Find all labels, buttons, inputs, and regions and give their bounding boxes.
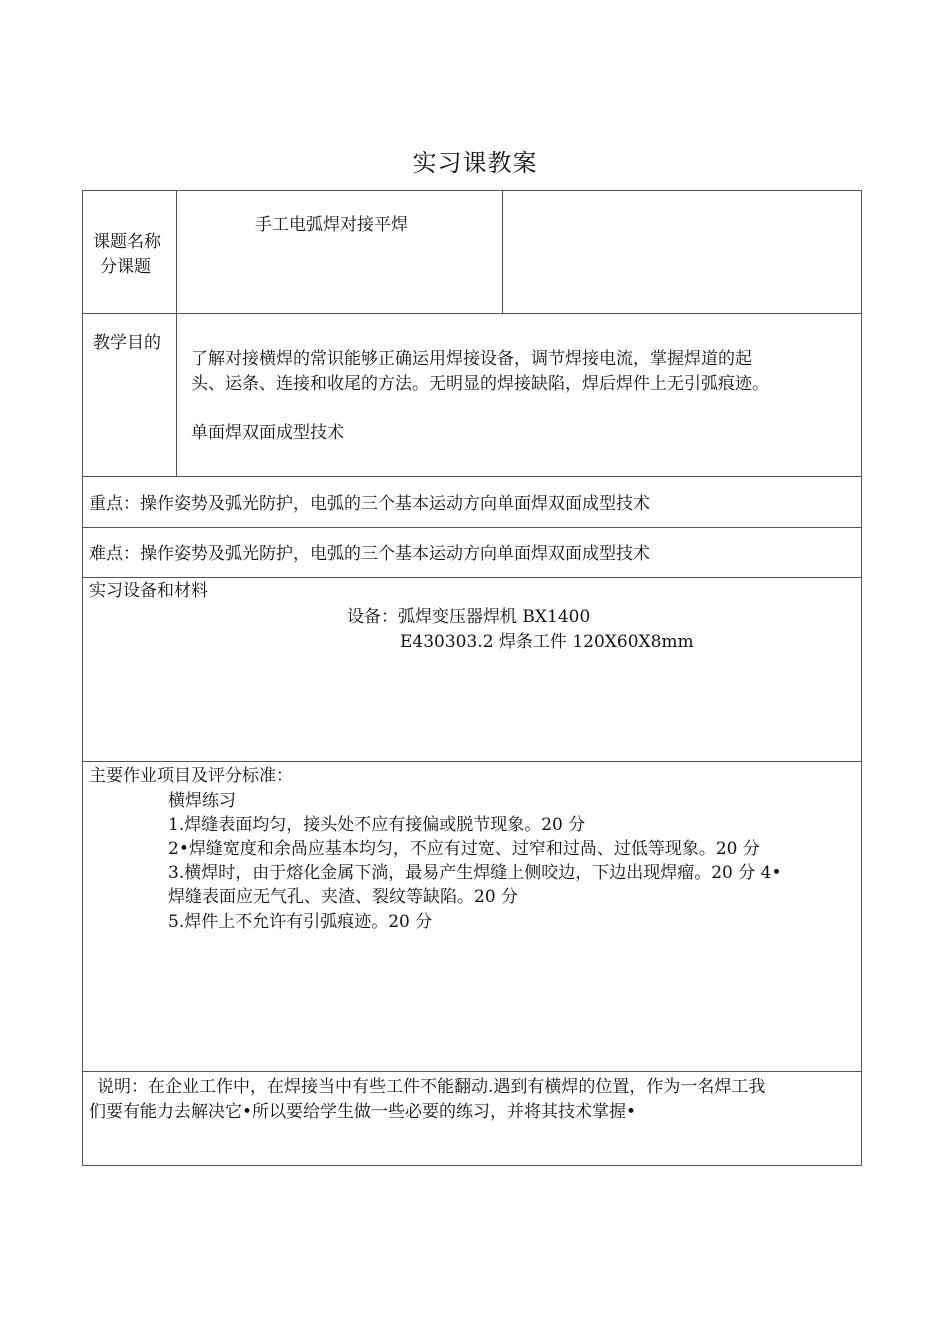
task-item: 1.焊缝表面均匀，接头处不应有接偏或脱节现象。20 分	[168, 815, 586, 835]
teaching-goal-line: 了解对接横焊的常识能够正确运用焊接设备，调节焊接电流，掌握焊道的起	[191, 349, 752, 369]
lesson-plan-table	[82, 190, 862, 1166]
teaching-goal-label: 教学目的	[93, 333, 161, 353]
equipment-line: E430303.2 焊条工件 120X60X8mm	[400, 632, 694, 652]
tasks-label: 主要作业项目及评分标准：	[89, 766, 293, 786]
row-divider	[83, 761, 861, 762]
teaching-goal-line: 头、运条、连接和收尾的方法。无明显的焊接缺陷，焊后焊件上无引弧痕迹。	[191, 374, 769, 394]
task-item: 焊缝表面应无气孔、夹渣、裂纹等缺陷。20 分	[168, 887, 519, 907]
topic-name-label: 课题名称	[93, 232, 161, 252]
note-line: 说明：在企业工作中，在焊接当中有些工件不能翻动.遇到有横焊的位置，作为一名焊工我	[97, 1077, 766, 1097]
row-divider	[83, 313, 861, 314]
row-divider	[83, 577, 861, 578]
equipment-label: 实习设备和材料	[89, 581, 208, 601]
row-divider	[83, 476, 861, 477]
key-points: 重点：操作姿势及弧光防护，电弧的三个基本运动方向单面焊双面成型技术	[89, 494, 650, 514]
column-divider	[176, 191, 177, 476]
row-divider	[83, 1071, 861, 1072]
note-line: 们要有能力去解决它•所以要给学生做一些必要的练习，并将其技术掌握•	[89, 1102, 637, 1122]
task-item: 5.焊件上不允许有引弧痕迹。20 分	[168, 912, 433, 932]
tasks-subtitle: 横焊练习	[168, 791, 236, 811]
subtopic-label: 分课题	[100, 257, 151, 277]
page-title: 实习课教案	[412, 149, 538, 177]
teaching-goal-line: 单面焊双面成型技术	[191, 423, 344, 443]
difficult-points: 难点：操作姿势及弧光防护，电弧的三个基本运动方向单面焊双面成型技术	[89, 544, 650, 564]
column-divider	[502, 191, 503, 313]
topic-value: 手工电弧焊对接平焊	[255, 215, 408, 235]
task-item: 2•焊缝宽度和余咼应基本均匀，不应有过宽、过窄和过咼、过低等现象。20 分	[168, 839, 760, 859]
equipment-line: 设备：弧焊变压器焊机 BX1400	[347, 607, 591, 627]
row-divider	[83, 527, 861, 528]
task-item: 3.横焊时，由于熔化金属下淌，最易产生焊缝上侧咬边，下边出现焊瘤。20 分 4•	[168, 863, 782, 883]
